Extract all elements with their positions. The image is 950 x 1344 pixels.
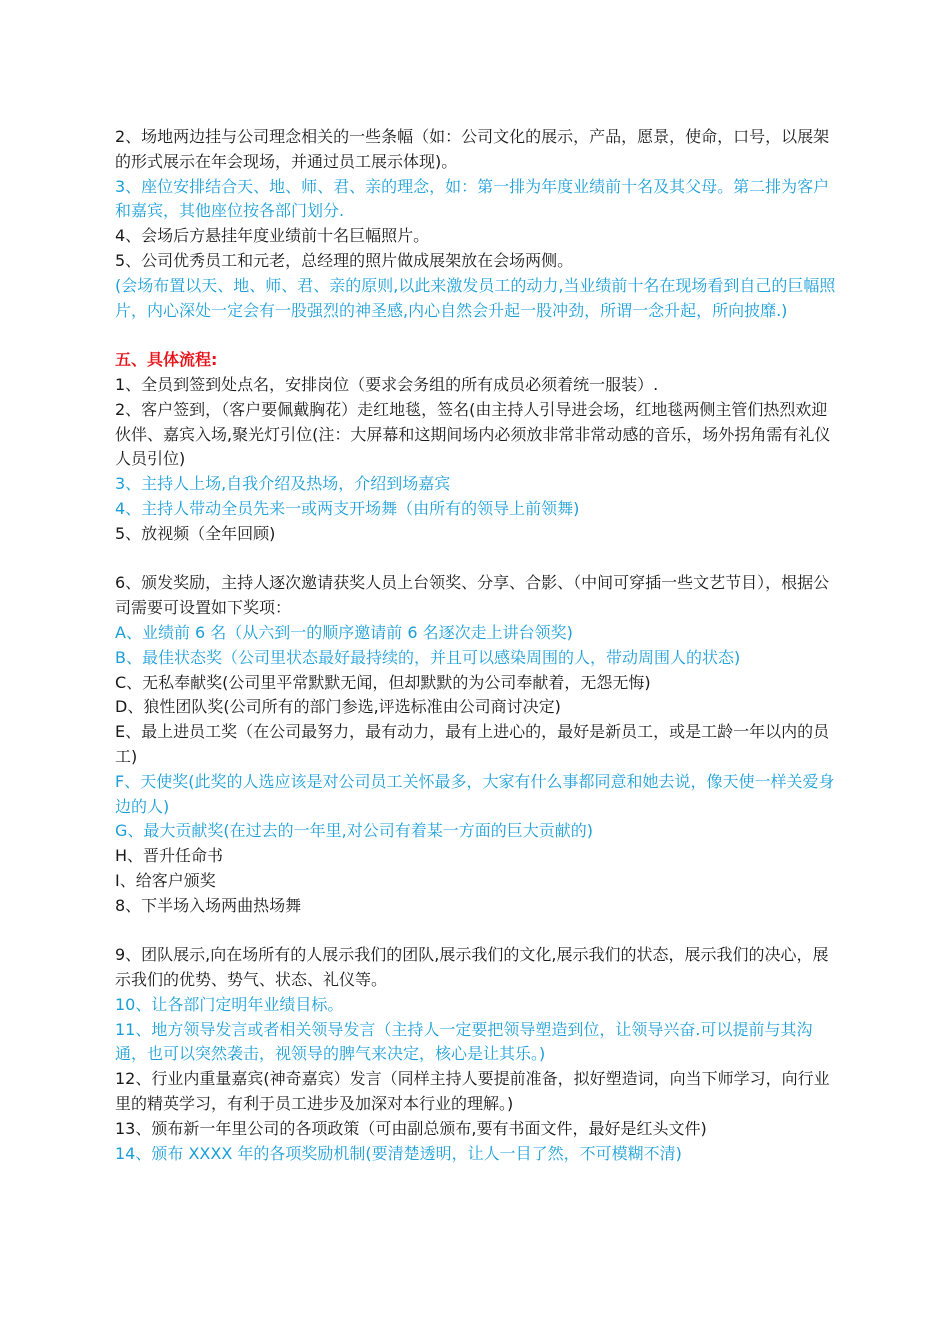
paragraph-c3: C、无私奉献奖(公司里平常默默无闻，但却默默的为公司奉献着，无怨无悔)	[115, 672, 651, 692]
paragraph-d2: 11、地方领导发言或者相关领导发言（主持人一定要把领导塑造到位，让领导兴奋.可以提前与其沟通，也可以突然袭击，视领导的脾气来决定，核心是让其乐。)	[115, 1019, 813, 1064]
paragraph-c8: H、晋升任命书	[115, 846, 224, 866]
paragraph-a3: 5、公司优秀员工和元老，总经理的照片做成展架放在会场两侧。	[115, 250, 574, 270]
paragraph-c5: E、最上进员工奖（在公司最努力，最有动力，最有上进心的，最好是新员工，或是工龄一年以内的员工)	[115, 722, 830, 766]
paragraph-b4: 5、放视频（全年回顾)	[115, 523, 276, 543]
spacer	[115, 547, 840, 572]
paragraph-c7: G、最大贡献奖(在过去的一年里,对公司有着某一方面的巨大贡献的)	[115, 821, 593, 841]
venue-setup-block	[115, 125, 840, 323]
paragraph-c4: D、狼性团队奖(公司所有的部门参选,评选标准由公司商讨决定)	[115, 697, 561, 717]
paragraph-d4: 13、颁布新一年里公司的各项政策（可由副总颁布,要有书面文件，最好是红头文件)	[115, 1118, 707, 1138]
paragraph-c6: F、天使奖(此奖的人选应该是对公司员工关怀最多，大家有什么事都同意和她去说，像天使一样关爱身边的人)	[115, 771, 835, 816]
paragraph-c0: 6、颁发奖励，主持人逐次邀请获奖人员上台领奖、分享、合影、（中间可穿插一些文艺节目），根据公司需要可设置如下奖项：	[115, 573, 830, 618]
flow-block	[115, 373, 840, 547]
paragraph-a4: (会场布置以天、地、师、君、亲的原则,以此来激发员工的动力,当业绩前十名在现场看到自己的巨幅照片，内心深处一定会有一股强烈的神圣感,内心自然会升起一股冲劲，所谓一念升起，所向披靡.)	[115, 275, 836, 320]
paragraph-c2: B、最佳状态奖（公司里状态最好最持续的，并且可以感染周围的人，带动周围人的状态)	[115, 647, 741, 667]
paragraph-a2: 4、会场后方悬挂年度业绩前十名巨幅照片。	[115, 226, 430, 246]
paragraph-c9: I、给客户颁奖	[115, 870, 216, 890]
paragraph-d1: 10、让各部门定明年业绩目标。	[115, 994, 344, 1014]
paragraph-c1: A、业绩前 6 名（从六到一的顺序邀请前 6 名逐次走上讲台领奖)	[115, 622, 573, 642]
paragraph-a1: 3、座位安排结合天、地、师、君、亲的理念，如：第一排为年度业绩前十名及其父母。第二排为客户和嘉宾，其他座位按各部门划分.	[115, 176, 830, 221]
paragraph-b3: 4、主持人带动全员先来一或两支开场舞（由所有的领导上前领舞)	[115, 498, 580, 518]
paragraph-d0: 9、团队展示,向在场所有的人展示我们的团队,展示我们的文化,展示我们的状态，展示我们的决心，展示我们的优势、势气、状态、礼仪等。	[115, 945, 829, 990]
spacer	[115, 919, 840, 944]
paragraph-d3: 12、行业内重量嘉宾(神奇嘉宾）发言（同样主持人要提前准备，拟好塑造词，向当下师学习，向行业里的精英学习，有利于员工进步及加深对本行业的理解。)	[115, 1069, 830, 1114]
paragraph-c10: 8、下半场入场两曲热场舞	[115, 895, 302, 915]
paragraph-b0: 1、全员到签到处点名，安排岗位（要求会务组的所有成员必须着统一服装）.	[115, 374, 659, 394]
paragraph-b1: 2、客户签到，（客户要佩戴胸花）走红地毯，签名(由主持人引导进会场，红地毯两侧主管们热烈欢迎伙伴、嘉宾入场,聚光灯引位(注：大屏幕和这期间场内必须放非常非常动感的音乐，场外拐角需有礼仪人员引位)	[115, 399, 831, 469]
paragraph-a0: 2、场地两边挂与公司理念相关的一些条幅（如：公司文化的展示，产品，愿景，使命，口号，以展架的形式展示在年会现场，并通过员工展示体现)。	[115, 127, 830, 171]
spacer	[115, 323, 840, 348]
closing-block	[115, 943, 840, 1166]
section-heading: 五、具体流程:	[115, 350, 218, 370]
awards-block	[115, 571, 840, 918]
paragraph-b2: 3、主持人上场,自我介绍及热场，介绍到场嘉宾	[115, 474, 451, 494]
document-page	[115, 125, 840, 1166]
paragraph-d5: 14、颁布 XXXX 年的各项奖励机制(要清楚透明，让人一目了然，不可模糊不清)	[115, 1143, 682, 1163]
